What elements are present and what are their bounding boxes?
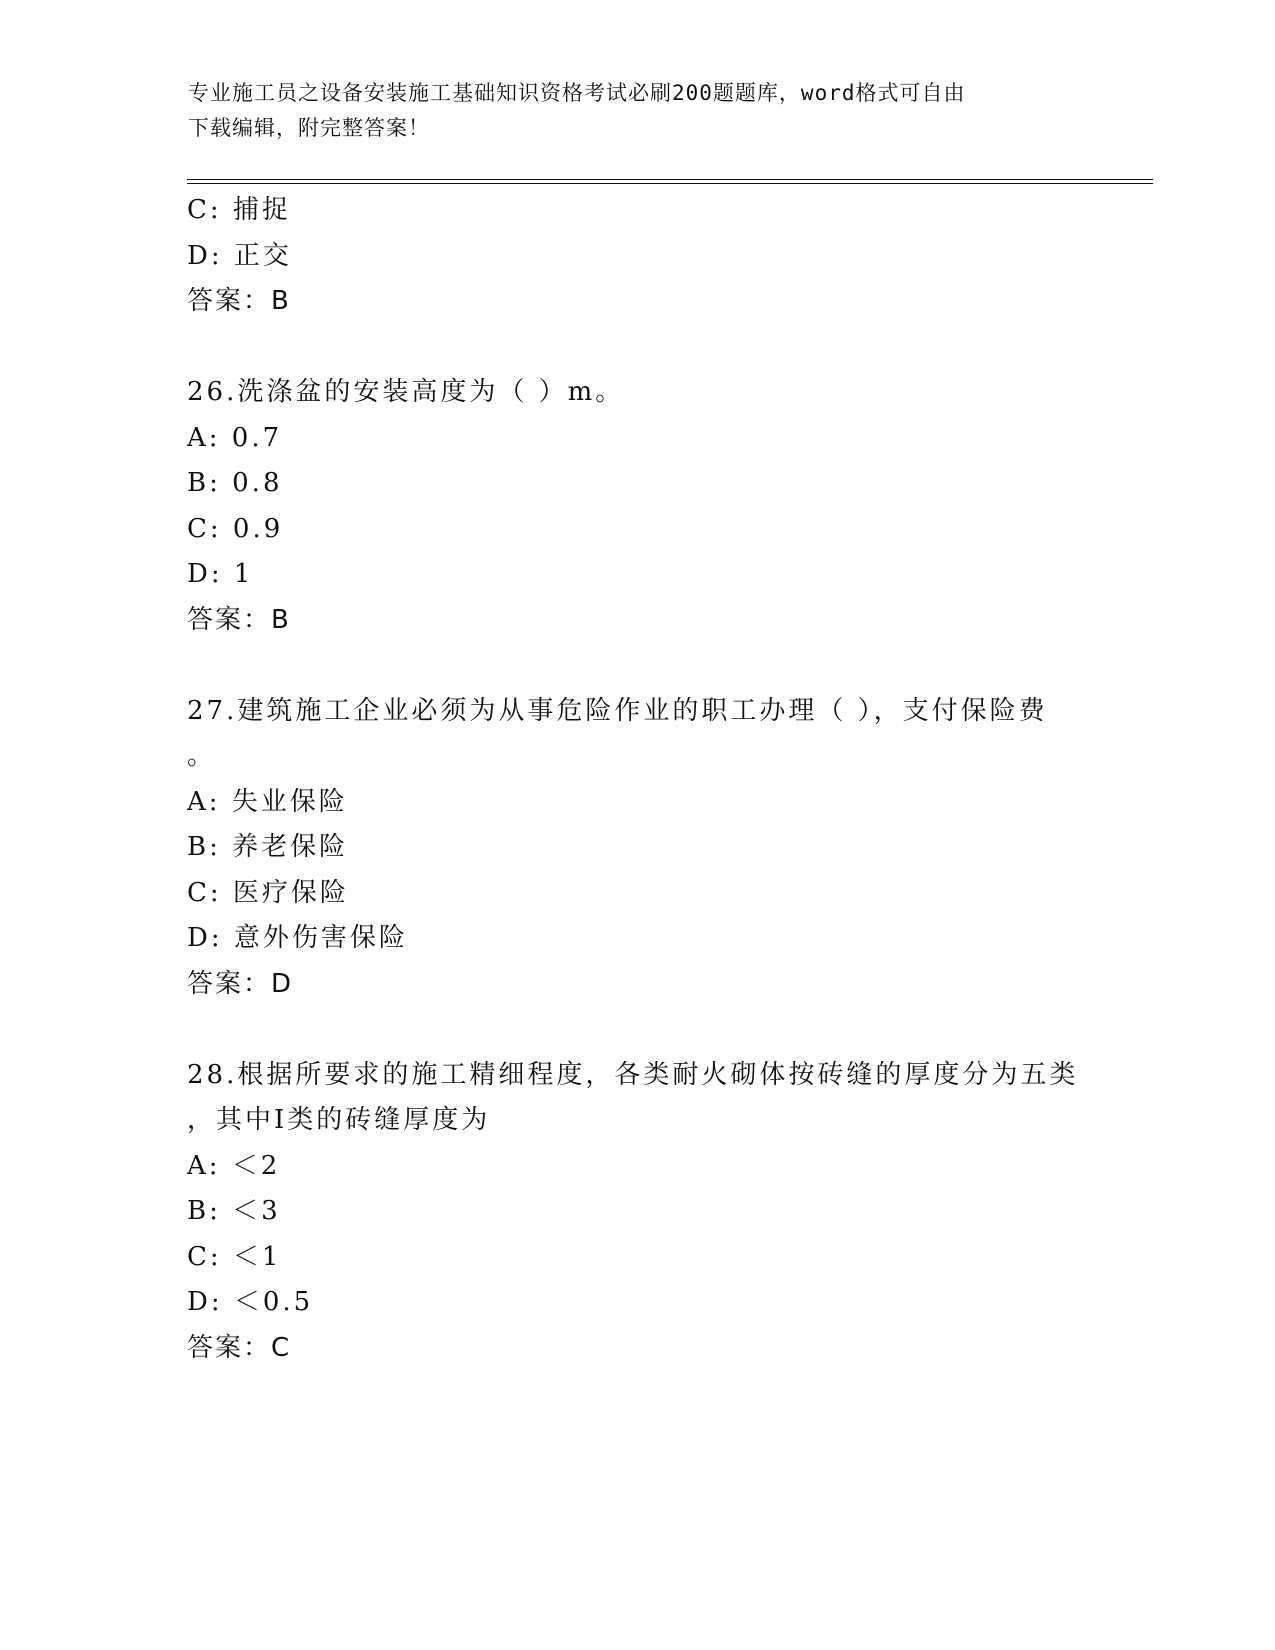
question-stem: 27.建筑施工企业必须为从事危险作业的职工办理（ ），支付保险费 bbox=[187, 695, 1048, 726]
option-a: A: 0.7 bbox=[187, 422, 283, 453]
document-body bbox=[187, 188, 1117, 1371]
header-rule-bottom bbox=[187, 183, 1153, 184]
partial-question bbox=[187, 188, 1117, 325]
option-d: D: 意外伤害保险 bbox=[187, 923, 408, 953]
header-line-1: 专业施工员之设备安装施工基础知识资格考试必刷200题题库，word格式可自由 bbox=[188, 81, 966, 105]
option-c: C: 捕捉 bbox=[187, 195, 291, 225]
document-header bbox=[188, 76, 1068, 146]
option-c: C: ＜1 bbox=[187, 1241, 282, 1272]
option-d: D: 正交 bbox=[187, 240, 292, 271]
answer-line: 答案：B bbox=[187, 604, 291, 635]
option-b: B: ＜3 bbox=[187, 1196, 281, 1226]
header-line-2: 下载编辑，附完整答案！ bbox=[188, 116, 430, 140]
spacer bbox=[187, 643, 1117, 689]
option-b: B: 养老保险 bbox=[187, 832, 349, 862]
question-stem: 26.洗涤盆的安装高度为（ ）m。 bbox=[187, 377, 625, 407]
question-stem-continued: 。 bbox=[187, 741, 217, 771]
header-rule-top bbox=[187, 179, 1153, 180]
question-stem-continued: ，其中Ⅰ类的砖缝厚度为 bbox=[187, 1105, 491, 1135]
question-stem: 28.根据所要求的施工精细程度，各类耐火砌体按砖缝的厚度分为五类 bbox=[187, 1059, 1079, 1090]
option-a: A: 失业保险 bbox=[187, 786, 348, 817]
option-c: C: 0.9 bbox=[187, 513, 284, 544]
spacer bbox=[187, 1007, 1117, 1053]
option-c: C: 医疗保险 bbox=[187, 877, 349, 908]
option-b: B: 0.8 bbox=[187, 468, 283, 498]
answer-line: 答案：C bbox=[187, 1332, 292, 1363]
option-d: D: ＜0.5 bbox=[187, 1287, 314, 1317]
question-26 bbox=[187, 370, 1117, 643]
question-27 bbox=[187, 689, 1117, 1008]
option-d: D: 1 bbox=[187, 559, 254, 589]
option-a: A: ＜2 bbox=[187, 1150, 281, 1181]
spacer bbox=[187, 325, 1117, 371]
answer-line: 答案：D bbox=[187, 968, 294, 999]
answer-line: 答案：B bbox=[187, 286, 291, 316]
question-28 bbox=[187, 1053, 1117, 1372]
